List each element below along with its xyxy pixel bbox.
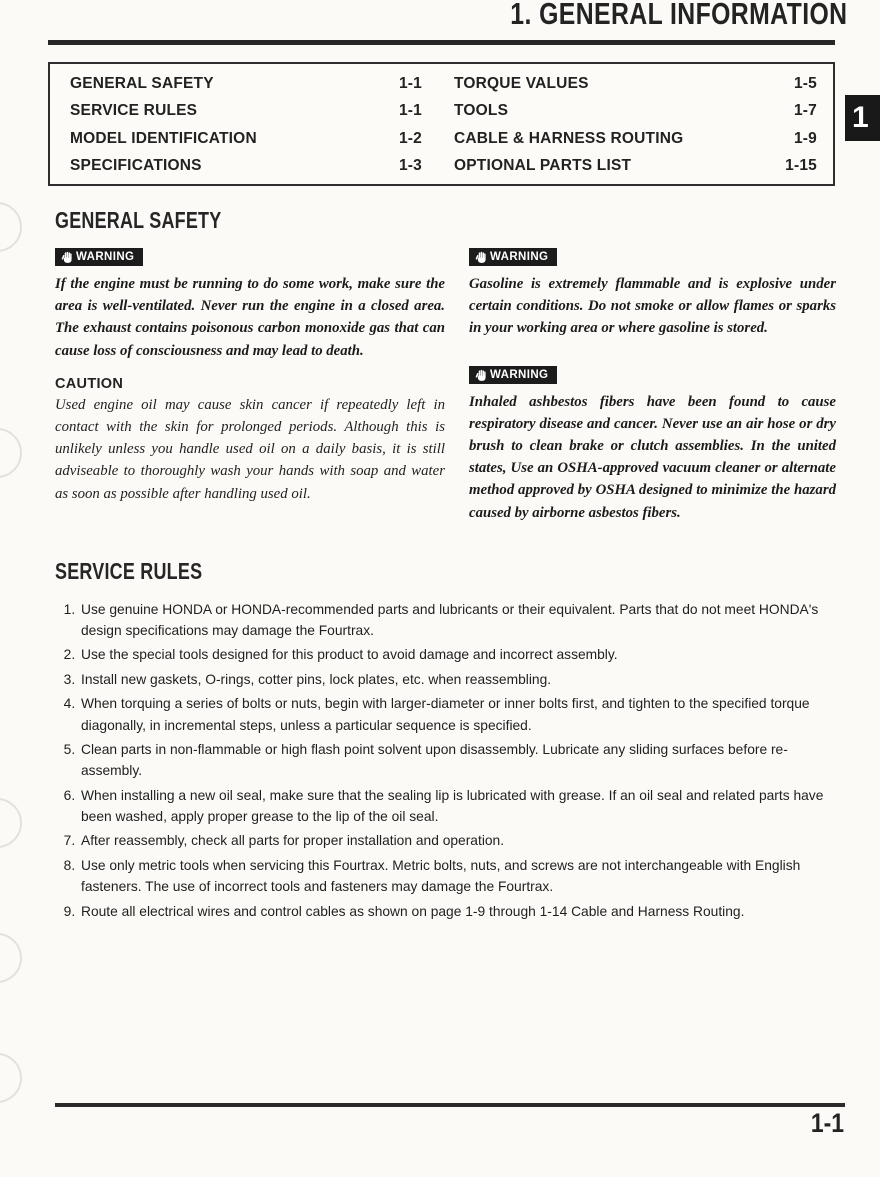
section-heading-general-safety: GENERAL SAFETY [55,207,222,233]
warning-badge [469,248,557,266]
footer-rule [55,1103,845,1107]
warning-badge-label: WARNING [490,368,549,381]
service-rule-item: 6. When installing a new oil seal, make sure that the sealing lip is lubricated with grease. If an oil seal and related parts have been washed, apply proper grease to the lip of the oil seal. [79,785,836,828]
binder-hole-mark [0,933,22,983]
hand-icon [475,251,487,263]
toc-entry-torque-values [454,75,817,93]
chapter-tab-number: 1 [852,101,869,134]
warning-text-asbestos: Inhaled ashbestos fibers have been found to cause respiratory disease and cancer. Never use an air hose or dry brush to clean brake or clutch assemblies. In the united states, Use an OSHA-approved vacuum cleaner or alternate method approved by OSHA designed to minimize the hazard caused by airborne asbestos fibers. [469,393,836,521]
toc-entry-label: OPTIONAL PARTS LIST [454,156,632,174]
caution-label: CAUTION [55,375,124,392]
service-rule-item: 2. Use the special tools designed for this product to avoid damage and incorrect assembly. [79,644,836,665]
service-rule-item: 5. Clean parts in non-flammable or high flash point solvent upon disassembly. Lubricate any sliding surfaces before re-assembly. [79,739,836,782]
toc-entry-cable-harness-routing [454,130,817,148]
warning-text-gasoline: Gasoline is extremely flammable and is explosive under certain conditions. Do not smoke or allow flames or sparks in your working area or where gasoline is stored. [469,276,836,337]
toc-entry-tools [454,102,817,120]
service-rule-item: 9. Route all electrical wires and control cables as shown on page 1-9 through 1-14 Cable and Harness Routing. [79,901,836,922]
table-of-contents [48,62,835,186]
toc-entry-specifications [70,157,422,175]
warning-badge-label: WARNING [76,251,135,263]
toc-entry-label: CABLE & HARNESS ROUTING [454,129,684,147]
section-heading-service-rules: SERVICE RULES [55,557,203,584]
hand-icon [475,369,487,381]
toc-entry-label: MODEL IDENTIFICATION [70,129,257,147]
toc-entry-label: TOOLS [454,102,509,120]
toc-entry-page: 1-5 [793,75,817,92]
caution-text-used-oil: Used engine oil may cause skin cancer if repeatedly left in contact with the skin for prolonged periods. Although this is unlikely unless you handle used oil on a daily basis, it is still adviseable to thoroughly wash your hands with soap and water as soon as possible after handling used oil. [55,396,445,502]
toc-entry-page: 1-3 [398,156,422,174]
warning-text-engine: If the engine must be running to do some work, make sure the area is well-ventilated. Never run the engine in a closed area. The exhaust contains poisonous carbon monoxide gas that can cause loss of consciousness and may lead to death. [55,276,445,359]
toc-entry-optional-parts-list [454,157,817,175]
toc-entry-label: SPECIFICATIONS [70,156,202,174]
toc-entry-label: SERVICE RULES [70,102,198,120]
toc-entry-label: TORQUE VALUES [454,75,589,92]
toc-entry-page: 1-15 [785,156,817,174]
general-safety-right-column [469,248,836,536]
page-number: 1-1 [810,1108,844,1138]
service-rules-section [55,558,836,922]
binder-hole-mark [0,202,22,252]
toc-entry-label: GENERAL SAFETY [70,75,214,92]
general-safety-columns [55,248,836,536]
page-content [55,207,836,925]
binder-hole-mark [0,428,22,478]
toc-entry-page: 1-7 [793,102,817,120]
toc-entry-general-safety [70,75,422,93]
hand-icon [61,251,73,263]
title-rule [48,40,835,45]
warning-badge-label: WARNING [490,251,549,263]
toc-entry-page: 1-2 [398,129,422,147]
general-safety-left-column [55,248,445,536]
binder-hole-mark [0,1053,22,1103]
toc-entry-service-rules [70,102,422,120]
warning-badge [55,248,143,266]
chapter-tab [845,95,880,141]
chapter-title: 1. GENERAL INFORMATION [509,0,847,31]
service-rules-list [55,599,836,922]
toc-entry-page: 1-1 [398,102,422,120]
toc-column-left [70,75,422,175]
service-rule-item: 1. Use genuine HONDA or HONDA-recommended parts and lubricants or their equivalent. Parts that do not meet HONDA's design specifications may damage the Fourtrax. [79,599,836,642]
service-rule-item: 4. When torquing a series of bolts or nuts, begin with larger-diameter or inner bolts first, and tighten to the specified torque diagonally, in incremental steps, unless a particular sequence is specified. [79,693,836,736]
binder-hole-mark [0,798,22,848]
toc-entry-model-identification [70,130,422,148]
service-rule-item: 8. Use only metric tools when servicing this Fourtrax. Metric bolts, nuts, and screws are not interchangeable with English fasteners. The use of incorrect tools and fasteners may damage the Fourtrax. [79,855,836,898]
toc-entry-page: 1-9 [793,129,817,147]
warning-badge [469,366,557,384]
toc-entry-page: 1-1 [398,75,422,92]
service-rule-item: 3. Install new gaskets, O-rings, cotter pins, lock plates, etc. when reassembling. [79,669,836,690]
toc-column-right [454,75,817,175]
service-rule-item: 7. After reassembly, check all parts for proper installation and operation. [79,830,836,851]
